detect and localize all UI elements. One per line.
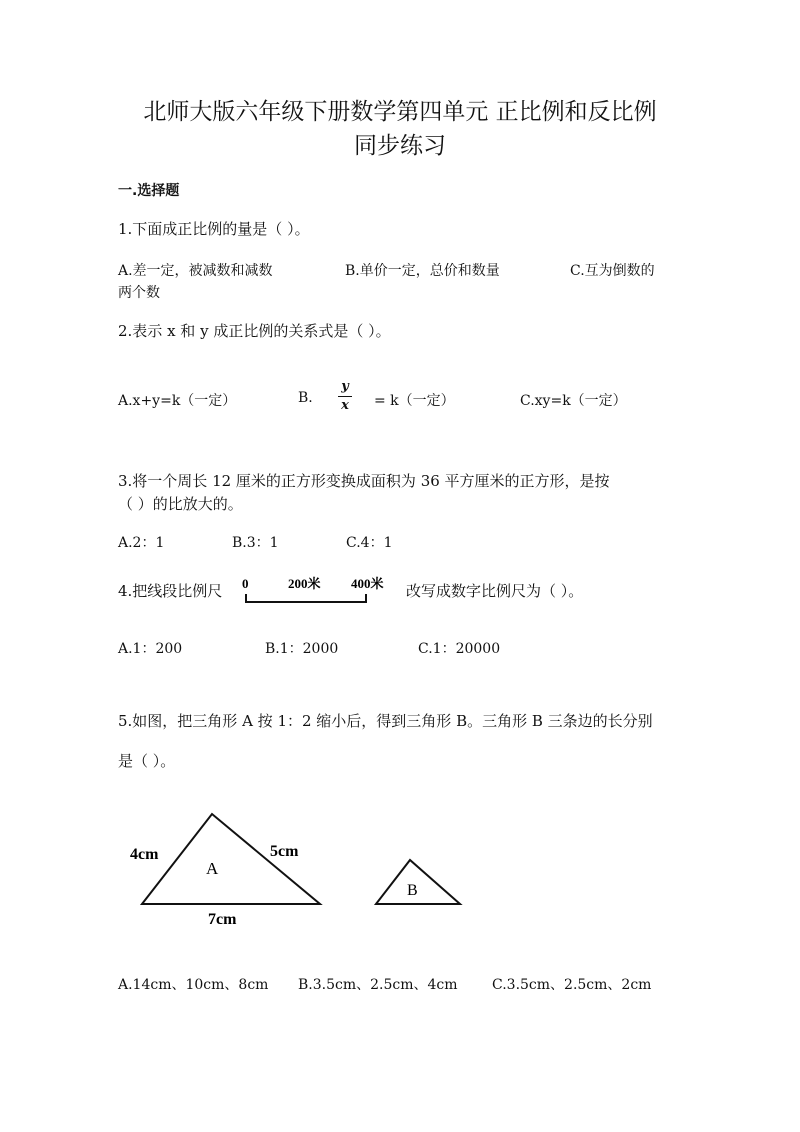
page-subtitle: 同步练习 [354,133,446,159]
question-1-option-b: B.单价一定，总价和数量 [345,263,500,279]
question-4-option-b: B.1：2000 [265,641,339,657]
question-2-option-b-prefix: B. [298,390,313,406]
triangle-a-base-label: 7cm [208,911,237,928]
section-header: 一.选择题 [118,183,180,199]
question-1-option-c-cont: 两个数 [118,285,160,301]
question-3-stem-line2: （ ）的比放大的。 [118,495,243,513]
question-2-option-b-suffix: = k（一定） [374,393,455,409]
question-4-stem-prefix: 4.把线段比例尺 [118,582,223,600]
scale-label-400: 400米 [351,576,384,591]
scale-bar-figure [238,574,398,610]
question-3-option-c: C.4：1 [346,535,393,551]
page-title: 北师大版六年级下册数学第四单元 正比例和反比例 [143,99,657,125]
scale-label-200: 200米 [288,576,321,591]
question-3-stem-line1: 3.将一个周长 12 厘米的正方形变换成面积为 36 平方厘米的正方形，是按 [118,472,610,490]
question-2-fraction-numerator: y [341,379,349,394]
triangle-b-label: B [407,882,418,899]
triangle-a-label: A [206,859,219,878]
question-2-fraction-denominator: x [341,398,349,413]
question-1-stem: 1.下面成正比例的量是（ ）。 [118,220,310,238]
scale-label-0: 0 [242,576,249,591]
triangle-a-left-side-label: 4cm [130,846,159,863]
question-3-option-a: A.2：1 [118,535,165,551]
triangles-figure [120,800,480,930]
question-4-stem-suffix: 改写成数字比例尺为（ ）。 [406,582,584,600]
question-1-option-a: A.差一定，被减数和减数 [118,263,273,279]
question-5-option-c: C.3.5cm、2.5cm、2cm [492,977,652,993]
question-3-option-b: B.3：1 [232,535,279,551]
question-2-option-a: A.x+y=k（一定） [118,393,237,409]
question-2-option-c: C.xy=k（一定） [520,393,627,409]
triangle-b [376,860,460,904]
question-5-option-a: A.14cm、10cm、8cm [118,977,269,993]
triangle-a-right-side-label: 5cm [270,843,299,860]
question-5-stem-line2: 是（ ）。 [118,752,176,770]
question-1-option-c: C.互为倒数的 [570,263,655,279]
question-5-stem-line1: 5.如图，把三角形 A 按 1：2 缩小后，得到三角形 B。三角形 B 三条边的长分别 [118,712,653,730]
fraction-bar [338,396,352,397]
question-4-option-a: A.1：200 [118,641,183,657]
question-2-stem: 2.表示 x 和 y 成正比例的关系式是（ ）。 [118,322,391,340]
question-5-option-b: B.3.5cm、2.5cm、4cm [298,977,458,993]
question-4-option-c: C.1：20000 [418,641,501,657]
